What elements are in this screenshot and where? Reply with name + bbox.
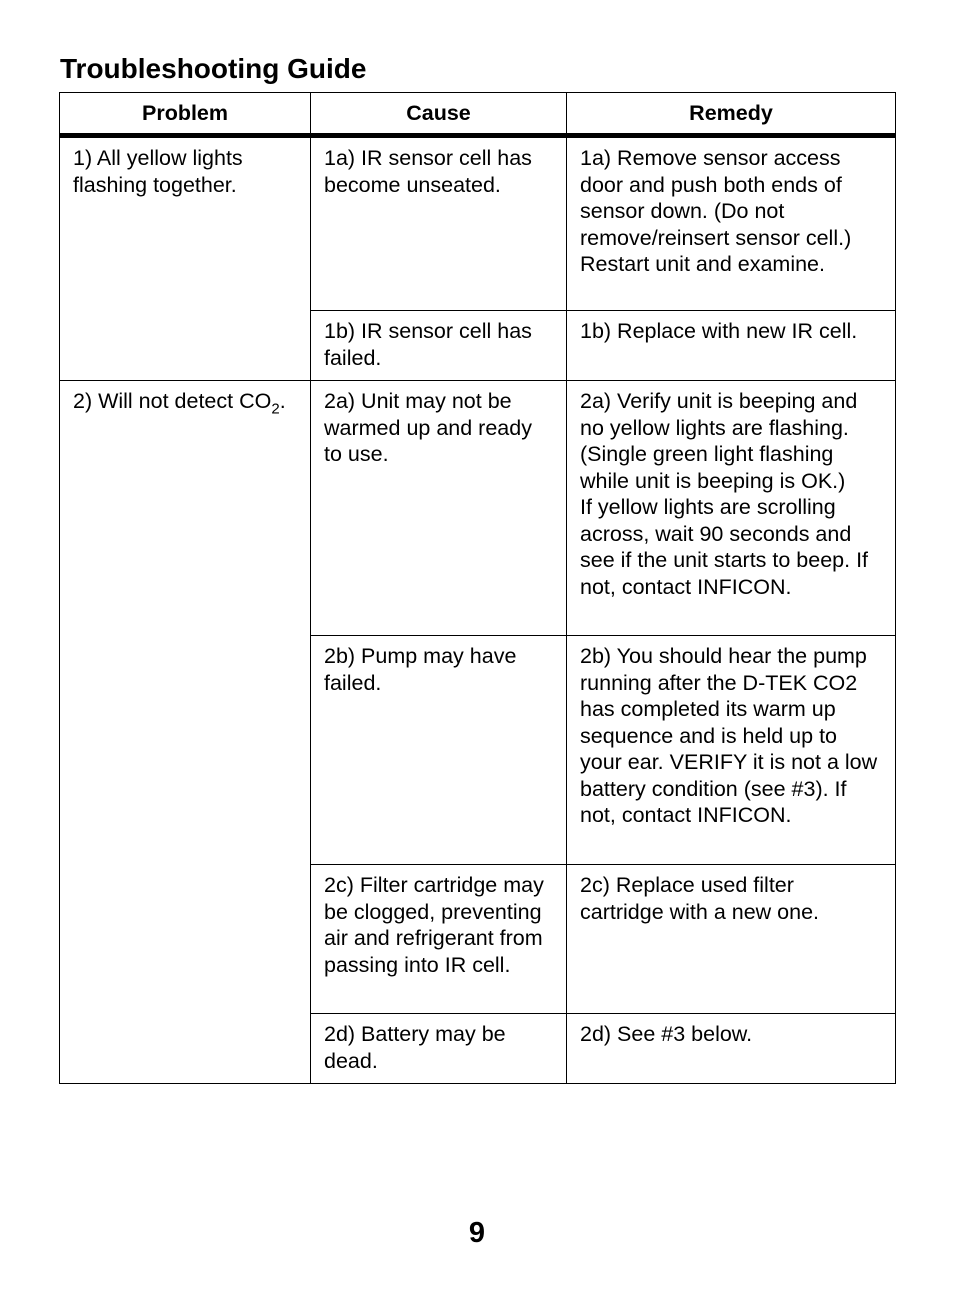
problem-text: 2) Will not detect CO [73, 389, 272, 413]
column-header-remedy: Remedy [567, 93, 896, 136]
remedy-cell [567, 381, 896, 636]
remedy-line: 2a) Verify unit is beeping and no yellow lights are flashing. (Single green light flashing while unit is beeping is OK.) [580, 389, 858, 493]
cause-cell: 2b) Pump may have failed. [311, 636, 567, 865]
problem-subscript: 2 [271, 400, 280, 418]
cause-cell: 1a) IR sensor cell has become unseated. [311, 136, 567, 311]
troubleshooting-table [59, 92, 896, 1084]
column-header-problem: Problem [60, 93, 311, 136]
table-row [60, 381, 896, 636]
remedy-cell: 1b) Replace with new IR cell. [567, 311, 896, 381]
page-number: 9 [468, 1217, 486, 1249]
remedy-cell: 2c) Replace used filter cartridge with a new one. [567, 865, 896, 1014]
page-title: Troubleshooting Guide [60, 53, 367, 84]
cause-cell: 2a) Unit may not be warmed up and ready to use. [311, 381, 567, 636]
cause-cell: 2d) Battery may be dead. [311, 1014, 567, 1084]
column-header-cause: Cause [311, 93, 567, 136]
cause-cell: 1b) IR sensor cell has failed. [311, 311, 567, 381]
remedy-cell: 2b) You should hear the pump running after the D-TEK CO2 has completed its warm up sequence and is held up to your ear. VERIFY it is not a low battery condition (see #3). If not, contact INFICON. [567, 636, 896, 865]
problem-cell [60, 381, 311, 1084]
remedy-line: If yellow lights are scrolling across, wait 90 seconds and see if the unit starts to beep. If not, contact INFICON. [580, 495, 869, 599]
remedy-cell: 2d) See #3 below. [567, 1014, 896, 1084]
problem-cell: 1) All yellow lights flashing together. [60, 136, 311, 381]
problem-text-end: . [279, 389, 286, 413]
cause-cell: 2c) Filter cartridge may be clogged, preventing air and refrigerant from passing into IR cell. [311, 865, 567, 1014]
table-row [60, 136, 896, 311]
remedy-cell: 1a) Remove sensor access door and push both ends of sensor down. (Do not remove/reinsert sensor cell.) Restart unit and examine. [567, 136, 896, 311]
table-header-row [60, 93, 896, 136]
